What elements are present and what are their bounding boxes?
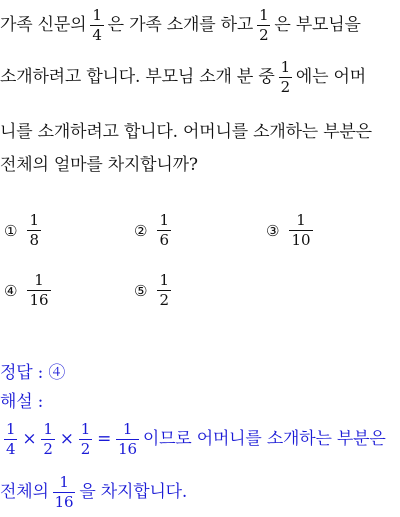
question-text: 니를 소개하려고 합니다. 어머니를 소개하는 부분은 — [0, 122, 372, 142]
option-5[interactable] — [134, 273, 175, 308]
option-3[interactable] — [266, 213, 317, 248]
question-line-2 — [0, 60, 366, 95]
option-marker: ④ — [4, 281, 18, 300]
question-line-4 — [0, 150, 198, 175]
question-line-1 — [0, 8, 361, 43]
fraction: $\frac{1}{6}$ — [159, 211, 169, 249]
fraction: $\frac{1}{2}$ — [280, 58, 290, 96]
explanation-line-1 — [0, 422, 386, 457]
option-1[interactable] — [4, 213, 45, 248]
fraction: $\frac{1}{8}$ — [29, 211, 39, 249]
question-text: 은 부모님을 — [274, 15, 361, 35]
fraction: $\frac{1}{16}$ — [29, 271, 49, 309]
explanation-text: 전체의 — [0, 482, 49, 502]
fraction: $\frac{1}{16}$ — [118, 420, 137, 458]
question-text: 소개하려고 합니다. 부모님 소개 분 중 — [0, 67, 275, 87]
option-marker: ⑤ — [134, 281, 148, 300]
fraction: $\frac{1}{4}$ — [92, 6, 102, 44]
fraction: $\frac{1}{2}$ — [159, 271, 169, 309]
fraction: $\frac{1}{16}$ — [54, 473, 74, 511]
times-sign: × — [22, 429, 37, 449]
question-line-3 — [0, 117, 372, 142]
explanation-line-2 — [0, 475, 187, 510]
option-2[interactable] — [134, 213, 175, 248]
fraction: $\frac{1}{2}$ — [259, 6, 269, 44]
explanation-text: 을 차지합니다. — [79, 482, 188, 502]
question-text: 에는 어머 — [295, 67, 366, 87]
question-text: 가족 신문의 — [0, 15, 87, 35]
question-text: 전체의 얼마를 차지합니까? — [0, 155, 198, 175]
fraction: $\frac{1}{10}$ — [291, 211, 311, 249]
fraction: $\frac{1}{2}$ — [80, 420, 91, 458]
explanation-label: 해설 : — [0, 392, 44, 412]
equals-sign: = — [97, 429, 112, 449]
option-marker: ② — [134, 221, 148, 240]
option-marker: ③ — [266, 221, 280, 240]
answer-label: 정답 : ④ — [0, 363, 66, 383]
option-4[interactable] — [4, 273, 55, 308]
fraction: $\frac{1}{2}$ — [43, 420, 53, 458]
explanation-text: 이므로 어머니를 소개하는 부분은 — [142, 429, 386, 449]
question-text: 은 가족 소개를 하고 — [107, 15, 254, 35]
times-sign: × — [59, 429, 74, 449]
fraction: $\frac{1}{4}$ — [6, 420, 16, 458]
option-marker: ① — [4, 221, 18, 240]
